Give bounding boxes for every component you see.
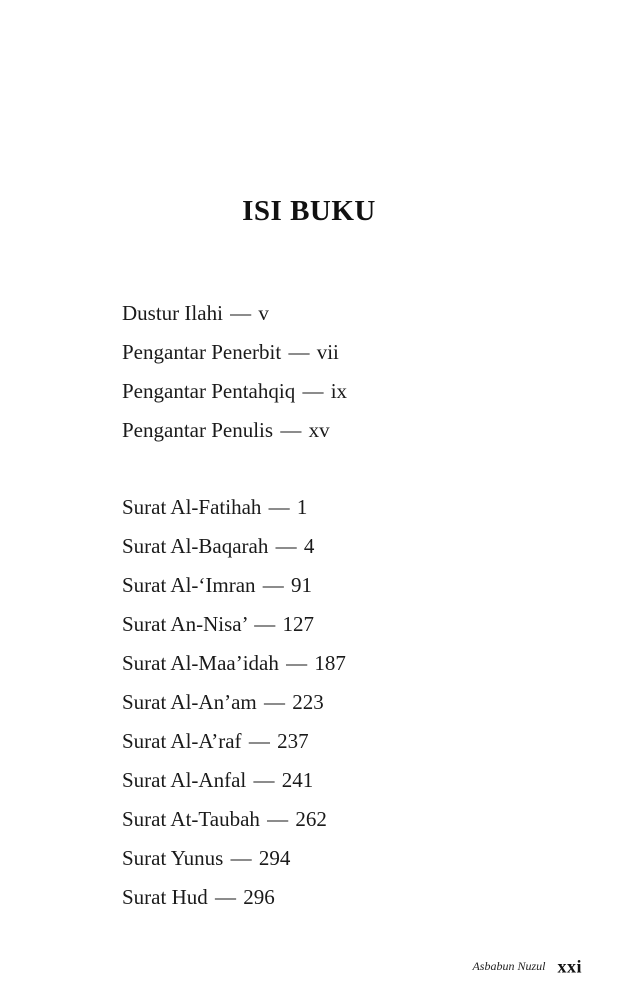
toc-entry[interactable] bbox=[122, 530, 346, 569]
toc-separator: — bbox=[215, 885, 236, 909]
toc-entry-label: Surat Al-‘Imran bbox=[122, 573, 256, 597]
toc-entry-label: Surat Al-Baqarah bbox=[122, 534, 269, 558]
toc-separator: — bbox=[262, 573, 284, 597]
toc-entry-page: v bbox=[258, 301, 269, 325]
toc-entry-label: Surat At-Taubah bbox=[122, 807, 260, 831]
toc-entry-label: Surat Al-Maa’idah bbox=[122, 651, 279, 675]
toc-entry-page: 91 bbox=[291, 573, 313, 597]
toc-entry-page: 4 bbox=[303, 534, 315, 558]
toc-entry-label: Surat Al-Anfal bbox=[122, 768, 247, 792]
toc-entry[interactable] bbox=[122, 336, 347, 375]
page-number: xxi bbox=[557, 956, 582, 977]
page-title: ISI BUKU bbox=[242, 195, 376, 228]
toc-surah-list bbox=[122, 491, 346, 920]
toc-entry-page: 237 bbox=[277, 729, 309, 753]
toc-entry-page: 127 bbox=[282, 612, 315, 636]
toc-entry-page: 241 bbox=[281, 768, 314, 792]
toc-entry-page: 296 bbox=[243, 885, 275, 909]
toc-separator: — bbox=[302, 379, 324, 403]
toc-entry-page: 262 bbox=[295, 807, 327, 831]
toc-entry-label: Surat Al-Fatihah bbox=[122, 495, 262, 519]
toc-separator: — bbox=[253, 768, 275, 792]
page-footer bbox=[472, 954, 582, 978]
toc-entry[interactable] bbox=[122, 803, 346, 842]
toc-separator: — bbox=[280, 418, 302, 442]
toc-entry-page: 294 bbox=[258, 846, 291, 870]
toc-separator: — bbox=[248, 729, 270, 753]
toc-entry-label: Dustur Ilahi bbox=[122, 301, 223, 325]
toc-entry-page: 1 bbox=[296, 495, 308, 519]
toc-entry-label: Surat Yunus bbox=[122, 846, 224, 870]
toc-entry[interactable] bbox=[122, 414, 347, 453]
toc-entry-page: xv bbox=[308, 418, 330, 442]
toc-entry[interactable] bbox=[122, 764, 346, 803]
toc-separator: — bbox=[263, 690, 285, 714]
toc-separator: — bbox=[275, 534, 297, 558]
toc-entry-page: ix bbox=[330, 379, 348, 403]
toc-entry-label: Surat An-Nisa’ bbox=[122, 612, 248, 636]
toc-entry[interactable] bbox=[122, 686, 346, 725]
toc-separator: — bbox=[230, 846, 252, 870]
toc-entry[interactable] bbox=[122, 647, 346, 686]
toc-entry-page: 187 bbox=[314, 651, 346, 675]
toc-separator: — bbox=[268, 495, 290, 519]
toc-entry-label: Surat Al-A’raf bbox=[122, 729, 242, 753]
running-title: Asbabun Nuzul bbox=[472, 959, 546, 974]
toc-entry[interactable] bbox=[122, 375, 347, 414]
toc-entry-label: Pengantar Pentahqiq bbox=[122, 379, 296, 403]
toc-front-matter bbox=[122, 297, 347, 453]
toc-entry-label: Surat Hud bbox=[122, 885, 208, 909]
toc-entry[interactable] bbox=[122, 881, 346, 920]
toc-entry-label: Surat Al-An’am bbox=[122, 690, 257, 714]
toc-entry[interactable] bbox=[122, 297, 347, 336]
toc-entry[interactable] bbox=[122, 725, 346, 764]
toc-entry[interactable] bbox=[122, 491, 346, 530]
toc-entry[interactable] bbox=[122, 608, 346, 647]
toc-entry-label: Pengantar Penerbit bbox=[122, 340, 282, 364]
toc-separator: — bbox=[267, 807, 289, 831]
toc-entry-label: Pengantar Penulis bbox=[122, 418, 274, 442]
toc-entry-page: vii bbox=[316, 340, 339, 364]
toc-entry[interactable] bbox=[122, 569, 346, 608]
toc-entry[interactable] bbox=[122, 842, 346, 881]
toc-separator: — bbox=[254, 612, 276, 636]
toc-separator: — bbox=[288, 340, 310, 364]
toc-separator: — bbox=[230, 301, 252, 325]
toc-separator: — bbox=[286, 651, 308, 675]
toc-entry-page: 223 bbox=[292, 690, 324, 714]
